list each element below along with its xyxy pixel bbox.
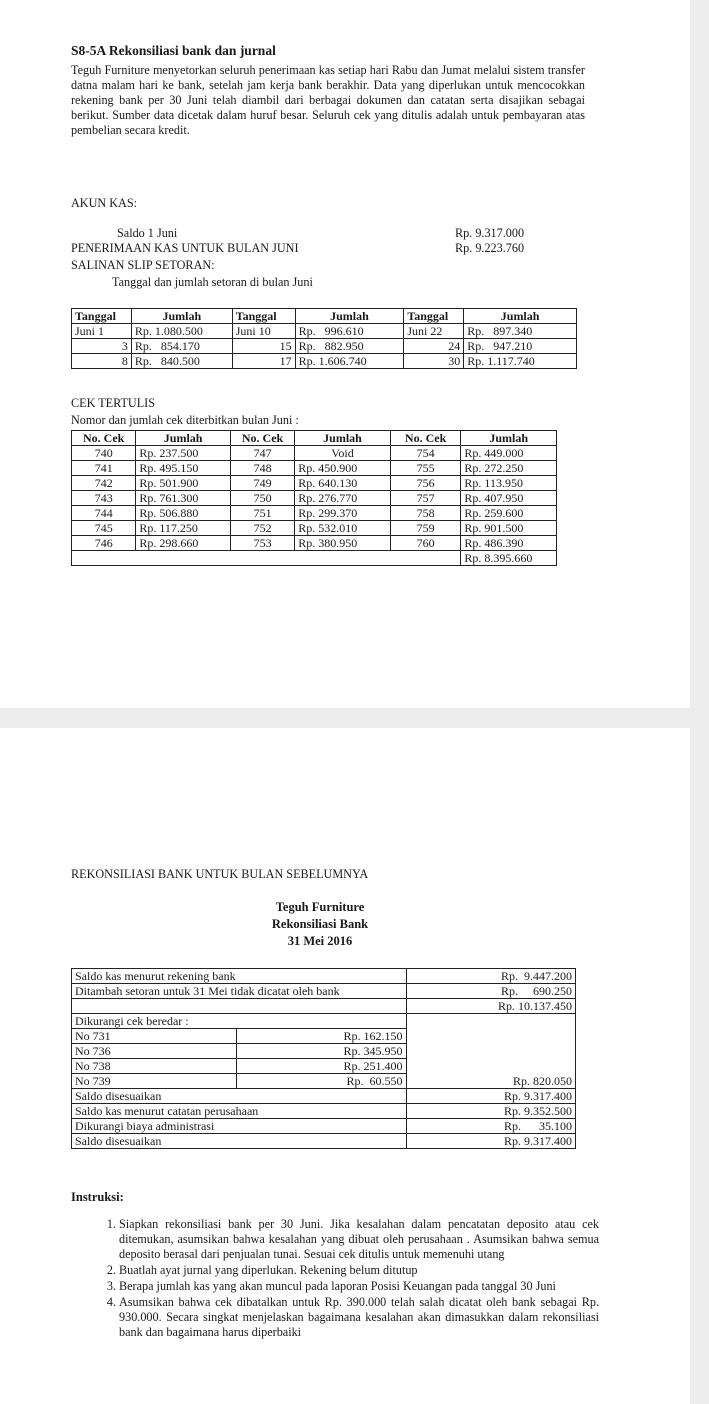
deposit-amount: Rp. 897.340 [464, 324, 577, 339]
instruksi-item: 4. Asumsikan bahwa cek dibatalkan untuk Rp. 390.000 telah salah dicatat oleh bank sebagai Rp. 930.000. Secara singkat menjelaskan bagaimana kesalahan akan dimasukkan dalam rekonsiliasi bank dan bagaimana harus diperbaiki [119, 1295, 599, 1340]
check-amount: Rp. 299.370 [295, 506, 391, 521]
check-amount: Rp. 901.500 [461, 521, 557, 536]
check-number: 756 [390, 476, 461, 491]
saldo-value: Rp. 9.317.000 [455, 226, 525, 240]
recon-value: Rp. 10.137.450 [406, 999, 575, 1014]
deposits-header: Jumlah [131, 309, 232, 324]
recon-label: Saldo kas menurut rekening bank [72, 969, 407, 984]
check-number: 757 [390, 491, 461, 506]
deposits-row [72, 339, 577, 354]
checks-header-row [72, 431, 557, 446]
recon-row [72, 999, 576, 1014]
checks-row [72, 476, 557, 491]
deposit-date: 17 [232, 354, 295, 369]
checks-body [72, 446, 557, 551]
deposit-amount: Rp. 854.170 [131, 339, 232, 354]
deposit-amount: Rp. 1.117.740 [464, 354, 577, 369]
deposit-date: Juni 10 [232, 324, 295, 339]
check-amount: Rp. 501.900 [136, 476, 231, 491]
outstanding-no: No 738 [72, 1059, 237, 1074]
outstanding-amount: Rp. 60.550 [236, 1074, 406, 1089]
check-amount: Void [295, 446, 391, 461]
recon-value: Rp. 9.317.400 [406, 1134, 575, 1149]
check-amount: Rp. 486.390 [461, 536, 557, 551]
deposit-amount: Rp. 996.610 [295, 324, 404, 339]
recon-value: Rp. 690.250 [406, 984, 575, 999]
check-amount: Rp. 298.660 [136, 536, 231, 551]
deposits-header: Tanggal [404, 309, 464, 324]
check-number: 754 [390, 446, 461, 461]
deposit-amount: Rp. 1.080.500 [131, 324, 232, 339]
recon-label: Saldo disesuaikan [72, 1089, 407, 1104]
outstanding-amount: Rp. 345.950 [236, 1044, 406, 1059]
recon-row [72, 1089, 576, 1104]
recon-row [72, 1104, 576, 1119]
check-number: 747 [230, 446, 294, 461]
checks-row [72, 506, 557, 521]
recon-value: Rp. 9.352.500 [406, 1104, 575, 1119]
checks-header: Jumlah [295, 431, 391, 446]
outstanding-amount: Rp. 251.400 [236, 1059, 406, 1074]
check-amount: Rp. 117.250 [136, 521, 231, 536]
check-amount: Rp. 407.950 [461, 491, 557, 506]
slip-heading: SALINAN SLIP SETORAN: [71, 258, 215, 272]
recon-heading: REKONSILIASI BANK UNTUK BULAN SEBELUMNYA [71, 867, 369, 881]
deposit-date: 24 [404, 339, 464, 354]
recon-row [72, 1014, 576, 1029]
check-number: 752 [230, 521, 294, 536]
recon-row [72, 984, 576, 999]
check-number: 751 [230, 506, 294, 521]
recon-date: 31 Mei 2016 [287, 934, 353, 948]
deposit-date: Juni 1 [72, 324, 132, 339]
recon-value: Rp. 9.317.400 [406, 1089, 575, 1104]
deposits-header: Tanggal [232, 309, 295, 324]
outstanding-no: No 731 [72, 1029, 237, 1044]
checks-table [71, 430, 557, 566]
deposit-date: 8 [72, 354, 132, 369]
check-number: 746 [72, 536, 136, 551]
slip-subheading: Tanggal dan jumlah setoran di bulan Juni [112, 275, 313, 289]
outstanding-no: No 736 [72, 1044, 237, 1059]
check-amount: Rp. 640.130 [295, 476, 391, 491]
check-number: 742 [72, 476, 136, 491]
checks-header: No. Cek [72, 431, 136, 446]
check-amount: Rp. 532.010 [295, 521, 391, 536]
document-page-2 [0, 728, 690, 1404]
deposits-header-row [72, 309, 577, 324]
checks-header: Jumlah [461, 431, 557, 446]
check-number: 753 [230, 536, 294, 551]
check-amount: Rp. 761.300 [136, 491, 231, 506]
instruksi-item: 3. Berapa jumlah kas yang akan muncul pada laporan Posisi Keuangan pada tanggal 30 Juni [119, 1279, 599, 1294]
check-number: 748 [230, 461, 294, 476]
saldo-label: Saldo 1 Juni [117, 226, 178, 240]
recon-subtitle: Rekonsiliasi Bank [271, 917, 369, 931]
recon-row [72, 969, 576, 984]
deposits-header: Tanggal [72, 309, 132, 324]
check-number: 745 [72, 521, 136, 536]
checks-total-spacer [72, 551, 461, 566]
check-amount: Rp. 506.880 [136, 506, 231, 521]
check-amount: Rp. 449.000 [461, 446, 557, 461]
checks-total: Rp. 8.395.660 [461, 551, 557, 566]
deposit-date: 3 [72, 339, 132, 354]
checks-header: No. Cek [390, 431, 461, 446]
akun-kas-heading: AKUN KAS: [71, 196, 138, 210]
deposits-header: Jumlah [295, 309, 404, 324]
check-amount: Rp. 237.500 [136, 446, 231, 461]
check-number: 740 [72, 446, 136, 461]
deposits-table [71, 308, 577, 369]
check-number: 750 [230, 491, 294, 506]
outstanding-amount: Rp. 162.150 [236, 1029, 406, 1044]
outstanding-no: No 739 [72, 1074, 237, 1089]
deposit-amount: Rp. 882.950 [295, 339, 404, 354]
recon-row [72, 1119, 576, 1134]
deposits-header: Jumlah [464, 309, 577, 324]
cek-heading: CEK TERTULIS [71, 396, 156, 410]
deposits-row [72, 354, 577, 369]
check-amount: Rp. 380.950 [295, 536, 391, 551]
check-number: 741 [72, 461, 136, 476]
checks-row [72, 446, 557, 461]
recon-value: Rp. 820.050 [406, 1014, 575, 1089]
checks-header: Jumlah [136, 431, 231, 446]
recon-label: Saldo kas menurut catatan perusahaan [72, 1104, 407, 1119]
deposits-row [72, 324, 577, 339]
intro-paragraph: Teguh Furniture menyetorkan seluruh penerimaan kas setiap hari Rabu dan Jumat melalui sistem transfer datna malam hari ke bank, setelah jam kerja bank berakhir. Data yang diperlukan untuk mencocokkan rekening bank per 30 Juni telah diambil dari berbagai dokumen dan catatan serta disajikan sebagai berikut. Sumber data dicetak dalam huruf besar. Seluruh cek yang ditulis adalah untuk pembayaran atas pembelian secara kredit. [71, 63, 585, 137]
instruksi-list [95, 1217, 599, 1341]
check-number: 758 [390, 506, 461, 521]
check-amount: Rp. 113.950 [461, 476, 557, 491]
checks-header: No. Cek [230, 431, 294, 446]
instruksi-item: 1. Siapkan rekonsiliasi bank per 30 Juni. Jika kesalahan dalam pencatatan deposito atau cek ditemukan, asumsikan bahwa kesalahan yang dibuat oleh perusahaan . Asumsikan bahwa semua deposito berasal dari penjualan tunai. Sesuai cek ditulis untuk memenuhi utang [119, 1217, 599, 1262]
check-amount: Rp. 495.150 [136, 461, 231, 476]
deposit-date: 15 [232, 339, 295, 354]
reconciliation-table [71, 968, 576, 1149]
deposit-date: 30 [404, 354, 464, 369]
instruksi-item: 2. Buatlah ayat jurnal yang diperlukan. Rekening belum ditutup [119, 1263, 599, 1278]
check-amount: Rp. 272.250 [461, 461, 557, 476]
deposit-amount: Rp. 1.606.740 [295, 354, 404, 369]
recon-label: Dikurangi cek beredar : [72, 1014, 407, 1029]
checks-row [72, 461, 557, 476]
penerimaan-value: Rp. 9.223.760 [455, 241, 525, 255]
recon-company: Teguh Furniture [275, 900, 365, 914]
check-number: 760 [390, 536, 461, 551]
recon-value: Rp. 35.100 [406, 1119, 575, 1134]
penerimaan-label: PENERIMAAN KAS UNTUK BULAN JUNI [71, 241, 299, 255]
check-number: 749 [230, 476, 294, 491]
recon-label: Saldo disesuaikan [72, 1134, 407, 1149]
check-amount: Rp. 450.900 [295, 461, 391, 476]
check-number: 743 [72, 491, 136, 506]
checks-total-row [72, 551, 557, 566]
checks-row [72, 536, 557, 551]
deposit-amount: Rp. 840.500 [131, 354, 232, 369]
checks-row [72, 521, 557, 536]
check-number: 755 [390, 461, 461, 476]
check-number: 759 [390, 521, 461, 536]
document-page-1 [0, 0, 690, 708]
check-amount: Rp. 276.770 [295, 491, 391, 506]
deposit-amount: Rp. 947.210 [464, 339, 577, 354]
exercise-title: S8-5A Rekonsiliasi bank dan jurnal [71, 43, 276, 58]
deposit-date: Juni 22 [404, 324, 464, 339]
check-amount: Rp. 259.600 [461, 506, 557, 521]
instruksi-heading: Instruksi: [71, 1190, 124, 1204]
recon-label: Dikurangi biaya administrasi [72, 1119, 407, 1134]
recon-value: Rp. 9.447.200 [406, 969, 575, 984]
cek-subheading: Nomor dan jumlah cek diterbitkan bulan Juni : [71, 413, 299, 427]
recon-blank [72, 999, 407, 1014]
checks-row [72, 491, 557, 506]
recon-label: Ditambah setoran untuk 31 Mei tidak dicatat oleh bank [72, 984, 407, 999]
recon-row [72, 1134, 576, 1149]
check-number: 744 [72, 506, 136, 521]
